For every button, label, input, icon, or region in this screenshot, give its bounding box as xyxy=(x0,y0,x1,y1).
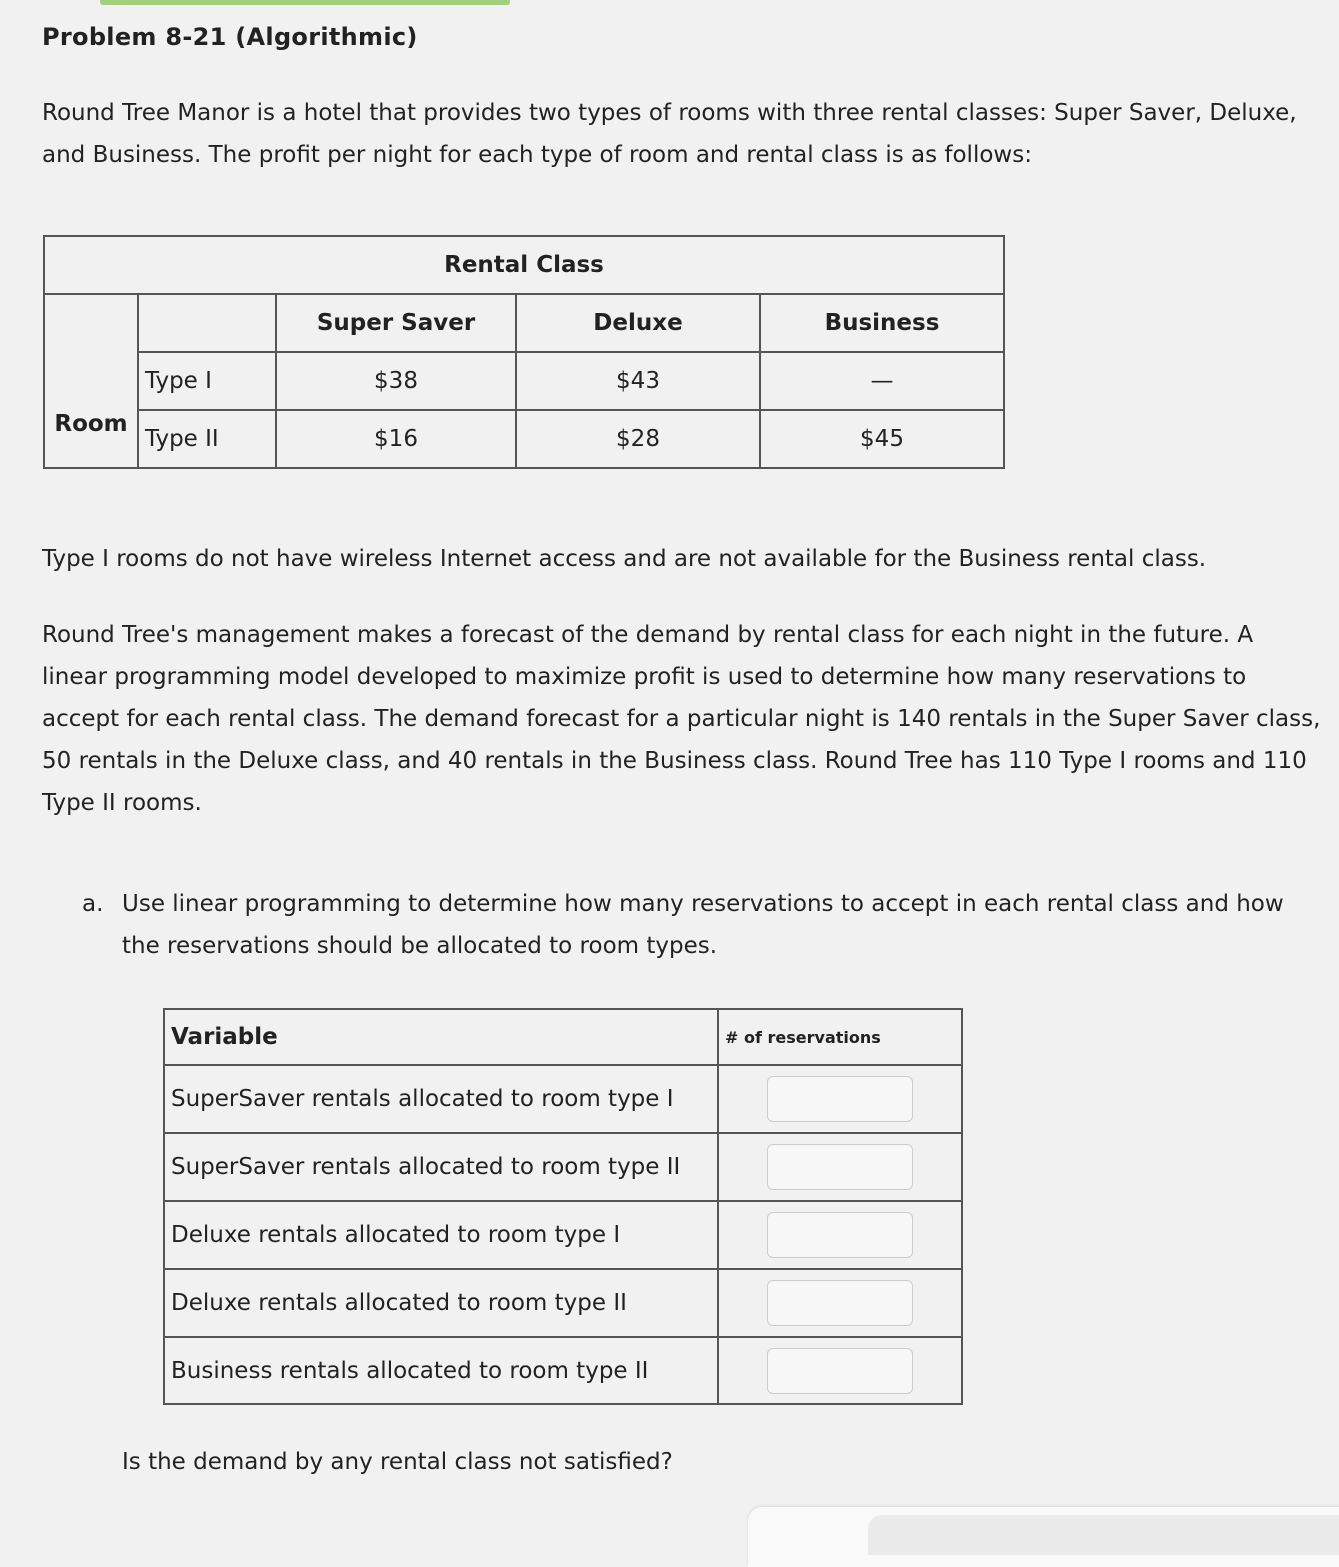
table-corner-cell xyxy=(137,293,277,353)
room-row-group-label: Room xyxy=(43,293,139,469)
profit-type-i-deluxe: $43 xyxy=(515,351,761,411)
row-label-type-ii: Type II xyxy=(137,409,277,469)
profit-type-ii-deluxe: $28 xyxy=(515,409,761,469)
answer-panel-inner-edge xyxy=(868,1515,1339,1555)
value-cell xyxy=(719,1202,961,1268)
note-paragraph: Type I rooms do not have wireless Internet access and are not available for the Business rental class. xyxy=(42,546,1207,572)
value-cell xyxy=(719,1134,961,1200)
problem-title: Problem 8-21 (Algorithmic) xyxy=(42,23,418,51)
variable-label: SuperSaver rentals allocated to room type II xyxy=(165,1134,719,1200)
row-label-type-i: Type I xyxy=(137,351,277,411)
variable-label: SuperSaver rentals allocated to room type I xyxy=(165,1066,719,1132)
table-row xyxy=(165,1066,961,1134)
profit-type-i-super-saver: $38 xyxy=(275,351,517,411)
rental-class-header: Rental Class xyxy=(43,235,1005,295)
reservations-input-supersaver-type-ii[interactable] xyxy=(767,1144,913,1190)
variable-label: Business rentals allocated to room type II xyxy=(165,1338,719,1403)
profit-type-i-business: — xyxy=(759,351,1005,411)
answer-table-header xyxy=(165,1010,961,1066)
header-reservations: # of reservations xyxy=(725,1027,881,1047)
profit-type-ii-business: $45 xyxy=(759,409,1005,469)
top-accent-bar xyxy=(100,0,510,5)
part-a-marker: a. xyxy=(82,891,104,917)
variable-label: Deluxe rentals allocated to room type II xyxy=(165,1270,719,1336)
reservations-input-deluxe-type-ii[interactable] xyxy=(767,1280,913,1326)
variable-label: Deluxe rentals allocated to room type I xyxy=(165,1202,719,1268)
table-row xyxy=(165,1202,961,1270)
col-header-deluxe: Deluxe xyxy=(515,293,761,353)
value-cell xyxy=(719,1066,961,1132)
description-paragraph: Round Tree's management makes a forecast of the demand by rental class for each night in the future. A linear programming model developed to maximize profit is used to determine how many reservations to accept for each rental class. The demand forecast for a particular night is 140 rentals in the Super Saver class, 50 rentals in the Deluxe class, and 40 rentals in the Business class. Round Tree has 110 Type I rooms and 110 Type II rooms. xyxy=(42,622,1321,816)
reservations-input-supersaver-type-i[interactable] xyxy=(767,1076,913,1122)
question-text: Is the demand by any rental class not satisfied? xyxy=(122,1449,673,1475)
table-row xyxy=(165,1338,961,1403)
value-cell xyxy=(719,1270,961,1336)
answer-table xyxy=(163,1008,963,1405)
table-row xyxy=(165,1134,961,1202)
intro-paragraph: Round Tree Manor is a hotel that provides two types of rooms with three rental classes: Super Saver, Deluxe, and Business. The profit per night for each type of room and rental class is as follows: xyxy=(42,100,1297,168)
reservations-input-deluxe-type-i[interactable] xyxy=(767,1212,913,1258)
value-cell xyxy=(719,1338,961,1403)
col-header-super-saver: Super Saver xyxy=(275,293,517,353)
header-variable: Variable xyxy=(165,1010,719,1064)
reservations-input-business-type-ii[interactable] xyxy=(767,1348,913,1394)
table-row xyxy=(165,1270,961,1338)
profit-type-ii-super-saver: $16 xyxy=(275,409,517,469)
col-header-business: Business xyxy=(759,293,1005,353)
part-a-text: Use linear programming to determine how many reservations to accept in each rental class and how the reservations should be allocated to room types. xyxy=(122,891,1284,959)
